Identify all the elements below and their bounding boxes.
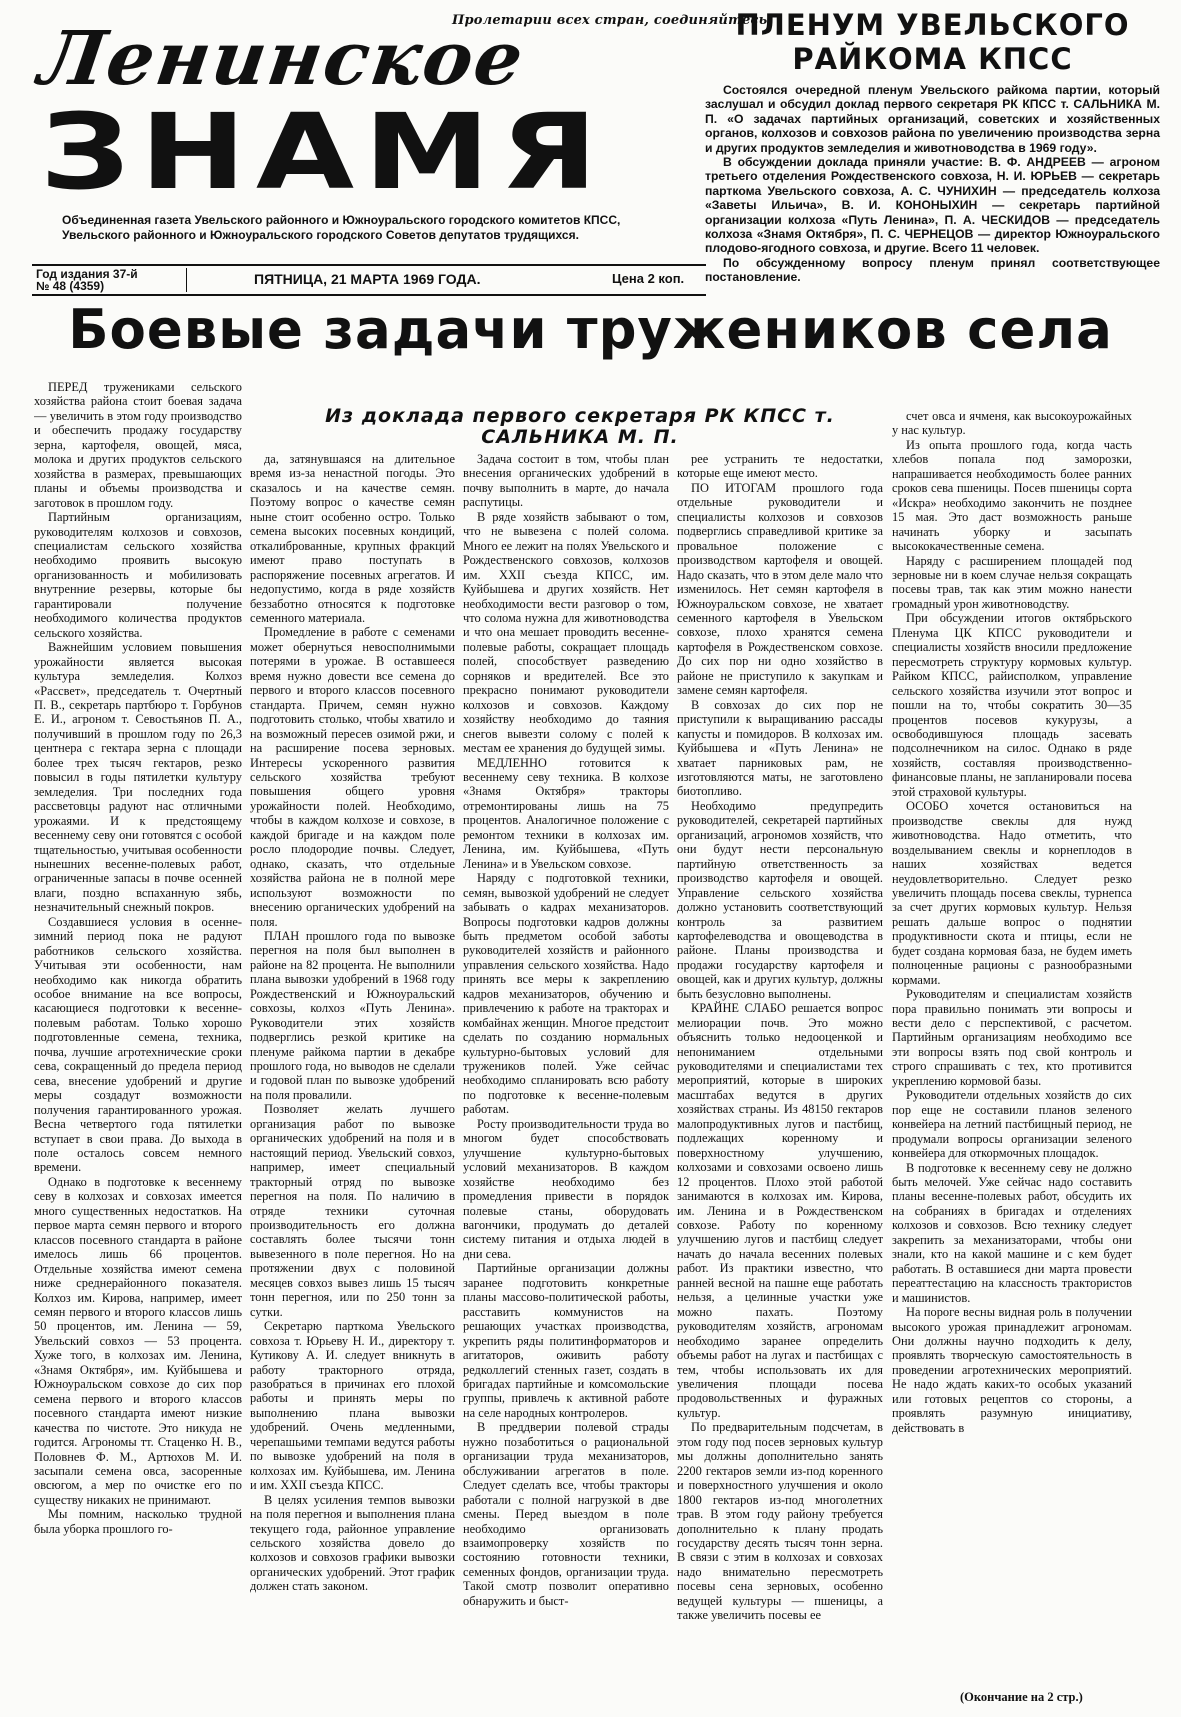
paragraph: ПЛАН прошлого года по вывозке перегноя на поля был выполнен в районе на 82 процента. Не выполнили плана вывозки удобрений в 1968 году Рождественский и Южноуральский совхозы, колхоз «Путь Ленина». Руководители этих хозяйств подверглись резкой критике на пленуме райкома партии в декабре прошлого года, но выводов не сделали и годовой план по вывозке удобрений на поля провалили. xyxy=(250,928,455,1102)
article-column-2 xyxy=(250,452,455,1698)
paragraph: КРАЙНЕ СЛАБО решается вопрос мелиорации почв. Это можно объяснить только недооценкой и непониманием отдельными руководителями и специалистами тех мероприятий, которые в широких масштабах ведутся в других хозяйствах страны. Из 48150 гектаров малопродуктивных лугов и пастбищ, подлежащих коренному и поверхностному улучшению, колхозами и совхозами освоено лишь 12 процентов. Плохо этой работой занимаются в колхозах им. Кирова, им. Ленина и в Рождественском совхозе. Работу по коренному улучшению лугов и пастбищ следует начать до начала весенних полевых работ. Из практики известно, что ранней весной на пашне еще работать нельзя, а целинные участки уже можно пахать. Поэтому руководителям хозяйств, агрономам необходимо заранее определить объемы работ на лугах и пастбищах с тем, чтобы использовать их для увеличения площади посева продовольственных и фуражных культур. xyxy=(677,1001,883,1420)
paragraph: ПЕРЕД тружениками сельского хозяйства района стоит боевая задача — увеличить в этом году производство и обеспечить продажу государству зерна, картофеля, овощей, мяса, молока и других продуктов сельского хозяйства в размерах, превышающих планы и объемы производства и заготовок в прошлом году. xyxy=(34,380,242,510)
issue-date: ПЯТНИЦА, 21 МАРТА 1969 ГОДА. xyxy=(254,271,481,287)
paragraph: Партийные организации должны заранее подготовить конкретные планы массово-политической работы, расставить коммунистов на решающих участках производства, укрепить ряды политинформаторов и агитаторов, оживить работу редколлегий стенных газет, создать в бригадах партийные и комсомольские группы, привлечь к активной работе на селе народных контролеров. xyxy=(463,1261,669,1420)
paragraph: Росту производительности труда во многом будет способствовать улучшение культурно-бытовых условий механизаторов. В каждом хозяйстве необходимо без промедления привести в порядок полевые станы, оборудовать вагончики, продумать до деталей систему питания и отдыха людей в дни сева. xyxy=(463,1116,669,1261)
issue-info-bar xyxy=(32,264,706,296)
paragraph: В подготовке к весеннему севу не должно быть мелочей. Уже сейчас надо составить планы весенне-полевых работ, обсудить их на собраниях в бригадах и отделениях колхозов и совхозов. Всю технику следует закрепить за механизаторами, чтобы они знали, кто на какой машине и с кем будет работать. В оставшиеся дни марта провести переаттестацию на классность трактористов и машинистов. xyxy=(892,1160,1132,1305)
issue-number: № 48 (4359) xyxy=(36,279,105,293)
paragraph: Позволяет желать лучшего организация работ по вывозке органических удобрений на поля и в настоящий период. Увельский совхоз, например, имеет специальный тракторный отряд по вывозке перегноя на поля. По наличию в отряде техники суточная производительность его должна составлять более тысячи тонн вывезенного в поле перегноя. Но на протяжении двух с половиной месяцев совхоз вывез лишь 15 тысяч тонн перегноя, или по 250 тонн за сутки. xyxy=(250,1102,455,1319)
paragraph: МЕДЛЕННО готовится к весеннему севу техника. В колхозе «Знамя Октября» тракторы отремонтированы лишь на 75 процентов. Аналогичное положение с ремонтом техники в колхозах им. Ленина, им. Куйбышева, «Путь Ленина» и в Увельском совхозе. xyxy=(463,755,669,871)
plenum-text xyxy=(705,83,1160,285)
paragraph: При обсуждении итогов октябрьского Пленума ЦК КПСС руководители и специалисты хозяйств вносили предложение пересмотреть структуру кормовых культур. Райком КПСС, райисполком, управление сельского хозяйства изучили этот вопрос и пошли на то, чтобы сократить 30—35 процентов посевов кукурузы, а освободившуюся площадь засевать подсолнечником на силос. Однако в ряде хозяйств, составляя производственно-финансовые планы, не запланировали посева этой страховой культуры. xyxy=(892,611,1132,799)
paragraph: Руководителям и специалистам хозяйств пора правильно понимать эти вопросы и вести дело с перспективой, с расчетом. Партийным организациям необходимо все эти вопросы взять под свой контроль и строго спрашивать с тех, кто противится укреплению кормовой базы. xyxy=(892,987,1132,1088)
article-headline: Боевые задачи тружеников села xyxy=(68,298,1113,361)
paragraph: Мы помним, насколько трудной была уборка прошлого го- xyxy=(34,1507,242,1536)
article-column-1 xyxy=(34,380,242,1698)
paragraph: ПО ИТОГАМ прошлого года отдельные руководители и специалисты колхозов и совхозов подверглись справедливой критике за провальное положение с производством картофеля и овощей. Надо сказать, что в этом деле мало что изменилось. Нет семян картофеля в Южноуральском совхозе, не хватает семенного картофеля в Увельском совхозе, плохо хранятся семена картофеля в Рождественском совхозе. До сих пор ни одно хозяйство в районе не приступило к закупкам и замене семян картофеля. xyxy=(677,480,883,698)
paragraph: Наряду с подготовкой техники, семян, вывозкой удобрений не следует забывать о кадрах механизаторов. Вопросы подготовки кадров должны быть предметом особой заботы руководителей хозяйств и районного управления сельского хозяйства. Надо принять все меры к закреплению кадров механизаторов, обучению и привлечению к работе на тракторах и комбайнах женщин. Многое предстоит сделать по созданию нормальных культурно-бытовых условий для тружеников полей. Уже сейчас необходимо спланировать всю работу по подготовке к весенне-полевым работам. xyxy=(463,871,669,1117)
paragraph: рее устранить те недостатки, которые еще имеют место. xyxy=(677,452,883,481)
article-subheadline: Из доклада первого секретаря РК КПСС т. САЛЬНИКА М. П. xyxy=(325,405,835,448)
paragraph: счет овса и ячменя, как высокоурожайных у нас культур. xyxy=(892,409,1132,438)
paragraph: Важнейшим условием повышения урожайности является высокая культура земледелия. Колхоз «Рассвет», председатель т. Очертный П. В., секретарь партбюро т. Горбунов Е. И., агроном т. Севостьянов П. А., получивший в прошлом году по 26,3 центнера с гектара зерна с площади более трех тысяч гектаров, резко повысил в годы пятилетки культуру земледелия. Три последних года рассветовцы радуют нас отличными урожаями. И к предстоящему весеннему севу они готовятся с особой тщательностью, учитывая особенности нынешних весенне-полевых работ, ограниченные запасы в почве осенней влаги, поздно вспаханную зябь, незначительный снежный покров. xyxy=(34,640,242,915)
plenum-paragraph: По обсужденному вопросу пленум принял соответствующее постановление. xyxy=(705,255,1160,285)
issue-year-number xyxy=(36,268,187,292)
paragraph: Промедление в работе с семенами может обернуться невосполнимыми потерями в урожае. В оставшееся время нужно довести все семена до первого и второго классов посевного стандарта. Причем, семян нужно подготовить столько, чтобы хватило и на возможный пересев озимой ржи, и на расширение посева зерновых. Интересы ускоренного развития сельского хозяйства требуют повышения общего уровня урожайности полей. Необходимо, чтобы в каждом колхозе и совхозе, в каждой бригаде и на каждом поле росло плодородие почвы. Следует, однако, сказать, что отдельные хозяйства района не в полной мере используют возможности по внесению органических удобрений на поля. xyxy=(250,625,455,929)
paragraph: Руководители отдельных хозяйств до сих пор еще не составили планов зеленого конвейера на летний пастбищный период, не продумали вопросы организации зеленого конвейера для откормочных площадок. xyxy=(892,1088,1132,1161)
plenum-paragraph: В обсуждении доклада приняли участие: В. Ф. АНДРЕЕВ — агроном третьего отделения Рождественского совхоза, Н. И. ЮРЬЕВ — секретарь парткома Увельского совхоза, А. С. ЧУНИХИН — председатель колхоза «Заветы Ильича», В. И. КОНОНЫХИН — секретарь партийной организации колхоза «Путь Ленина», П. А. ЧЕСКИДОВ — председатель колхоза «Знамя Октября», П. С. ЧЕРНЕЦОВ — директор Южноуральского плодово-ягодного совхоза, и другие. Всего 11 человек. xyxy=(705,155,1160,256)
paragraph: Задача состоит в том, чтобы план внесения органических удобрений в почву выполнить в марте, до начала распутицы. xyxy=(463,452,669,510)
paragraph: В целях усиления темпов вывозки на поля перегноя и выполнения плана текущего года, районное управление сельского хозяйства довело до колхозов и совхозов графики вывозки органических удобрений. Этот график должен стать законом. xyxy=(250,1492,455,1594)
paragraph: Необходимо предупредить руководителей, секретарей партийных организаций, агрономов хозяйств, что они будут нести персональную партийную ответственность за производство картофеля и овощей. Управление сельского хозяйства должно установить соответствующий контроль за развитием картофелеводства и овощеводства в районе. Планы производства и продажи государству картофеля и овощей, как и других культур, должны быть безусловно выполнены. xyxy=(677,798,883,1001)
paragraph: На пороге весны видная роль в получении высокого урожая принадлежит агрономам. Они должны научно подходить к делу, проявлять творческую самостоятельность в проведении агротехнических мероприятий. Не надо ждать каких-то особых указаний или готовых рецептов со стороны, а проявлять разумную инициативу, действовать в xyxy=(892,1305,1132,1435)
plenum-title: ПЛЕНУМ УВЕЛЬСКОГО РАЙКОМА КПСС xyxy=(735,8,1130,76)
paragraph: В ряде хозяйств забывают о том, что не вывезена с полей солома. Много ее лежит на полях Увельского и Рождественского совхозов, колхозов им. XXII съезда КПСС, им. Куйбышева и других хозяйств. Нет необходимости вести разговор о том, что солома нужна для животноводства и что она мешает проводить весенне-полевые работы, сокращает площадь полей, способствует разведению сорняков и вредителей. Все это прекрасно понимают руководители колхозов и совхозов. Каждому хозяйству необходимо до таяния снегов вывезти солому с полей к местам ее хранения до будущей зимы. xyxy=(463,509,669,756)
newspaper-title-line1: Ленинское xyxy=(33,16,530,102)
paragraph: Создавшиеся условия в осенне-зимний период пока не радуют работников сельского хозяйства. Учитывая эти особенности, нам необходимо как никогда обратить особое внимание на все вопросы, касающиеся подготовки к весенне-полевым работам. Только хорошо подготовленные семена, техника, почва, лучшие агротехнические сроки сева, сокращенный до предела период сева, внесение удобрений и другие меры создадут возможности получения гарантированного урожая. Весна четвертого года пятилетки вступает в свои права. До выхода в поле осталось совсем немного времени. xyxy=(34,914,242,1175)
newspaper-description: Объединенная газета Увельского районного и Южноуральского городского комитетов КПСС, Увельского районного и Южноуральского городского Советов депутатов трудящихся. xyxy=(62,213,621,242)
newspaper-title-line2: ЗНАМЯ xyxy=(40,91,608,213)
paragraph: В совхозах до сих пор не приступили к выращиванию рассады капусты и помидоров. В колхозах им. Куйбышева и «Путь Ленина» не хватает парниковых рам, не изготовляются маты, не заготовлено биотопливо. xyxy=(677,697,883,799)
paragraph: Секретарю парткома Увельского совхоза т. Юрьеву Н. И., директору т. Кутикову А. И. следует вникнуть в работу тракторного отряда, разобраться в причинах его плохой работы и принять меры по выполнению плана вывозки удобрений. Очень медленными, черепашьими темпами ведутся работы по вывозке удобрений на поля в колхозах им. Куйбышева, им. Ленина и им. XXII съезда КПСС. xyxy=(250,1319,455,1493)
party-slogan: Пролетарии всех стран, соединяйтесь! xyxy=(452,13,774,28)
paragraph: В преддверии полевой страды нужно позаботиться о рациональной организации труда механизаторов, обслуживании агрегатов в поле. Следует сделать все, чтобы тракторы работали с полной нагрузкой в две смены. Перед выездом в поле необходимо организовать взаимопроверку хозяйств по состоянию готовности техники, семенных фондов, организации труда. Такой смотр позволит оперативно обнаружить и быст- xyxy=(463,1420,669,1608)
paragraph: По предварительным подсчетам, в этом году под посев зерновых культур мы должны дополнительно занять 2200 гектаров земли из-под коренного и поверхностного улучшения и около 1800 гектаров из-под многолетних трав. В этом году району требуется дополнительно к плану продать государству десять тысяч тонн зерна. В связи с этим в колхозах и совхозах надо внимательно пересмотреть посевы сена зерновых, особенно ведущей культуры — пшеницы, а также увеличить посевы ее xyxy=(677,1420,883,1623)
article-column-3 xyxy=(463,452,669,1698)
paragraph: Из опыта прошлого года, когда часть хлебов попала под заморозки, напрашивается необходимость более ранних сроков сева пшеницы. Посев пшеницы сорта «Искра» необходимо закончить не позднее 15 мая. Это даст возможность раньше начинать уборку и засыпать высококачественные семена. xyxy=(892,437,1132,554)
paragraph: Партийным организациям, руководителям колхозов и совхозов, специалистам сельского хозяйства необходимо проявить высокую организованность и мобилизовать внутренние резервы, которые бы гарантировали получение необходимого количества продуктов сельского хозяйства. xyxy=(34,510,242,640)
article-column-5 xyxy=(892,409,1132,1685)
paragraph: да, затянувшаяся на длительное время из-за ненастной погоды. Это сказалось и на качестве семян. Поэтому вопрос о качестве семян ныне стоит особенно остро. Только семена высоких посевных кондиций, откалиброванные, крупных фракций имеют право поступать в распоряжение посевных агрегатов. И недопустимо, когда в ряде хозяйств беззаботно относятся к подготовке семенного материала. xyxy=(250,452,455,625)
article-column-4 xyxy=(677,452,883,1698)
year-label: Год издания 37-й xyxy=(36,267,138,281)
paragraph: Однако в подготовке к весеннему севу в колхозах и совхозах имеется много существенных недостатков. На первое марта семян первого и второго классов посевного стандарта в районе имелось лишь 66 процентов. Отдельные хозяйства имеют семена ниже среднерайонного показателя. Колхоз им. Кирова, например, имеет семян первого и второго классов лишь 50 процентов, им. Ленина — 59, Увельский совхоз — 53 процента. Хуже того, в колхозах им. Ленина, «Знамя Октября», им. Куйбышева и Южноуральском совхозе до сих пор семена первого и второго классов посевного стандарта имеют низкие качества по чистоте. Это никуда не годится. Агрономы тт. Стаценко Н. В., Половнев Ф. М., Артюхов М. И. засыпали семена овса, засоренные овсюгом, а мер по очистке его по существу никаких не принимают. xyxy=(34,1174,242,1507)
plenum-paragraph: Состоялся очередной пленум Увельского райкома партии, который заслушал и обсудил доклад первого секретаря РК КПСС т. САЛЬНИКА М. П. «О задачах партийных организаций, советских и хозяйственных органов, колхозов и совхозов района по увеличению производства зерна и других продуктов земледелия и животноводства в 1969 году». xyxy=(705,83,1160,155)
paragraph: Наряду с расширением площадей под зерновые ни в коем случае нельзя сокращать посевы трав, так как этим можно нанести громадный урон животноводству. xyxy=(892,553,1132,611)
continuation-note: (Окончание на 2 стр.) xyxy=(960,1690,1083,1704)
paragraph: ОСОБО хочется остановиться на производстве свеклы для нужд животноводства. Надо отметить, что возделыванием свеклы и корнеплодов в наших хозяйствах ведется неудовлетворительно. Следует резко увеличить площадь посева свеклы, турнепса за счет других кормовых культур. Нельзя решать дальше вопрос о поднятии продуктивности скота и птицы, если не будет создана кормовая база, не будем иметь полноценные рационы с разнообразными кормами. xyxy=(892,799,1132,987)
issue-price: Цена 2 коп. xyxy=(612,271,685,286)
